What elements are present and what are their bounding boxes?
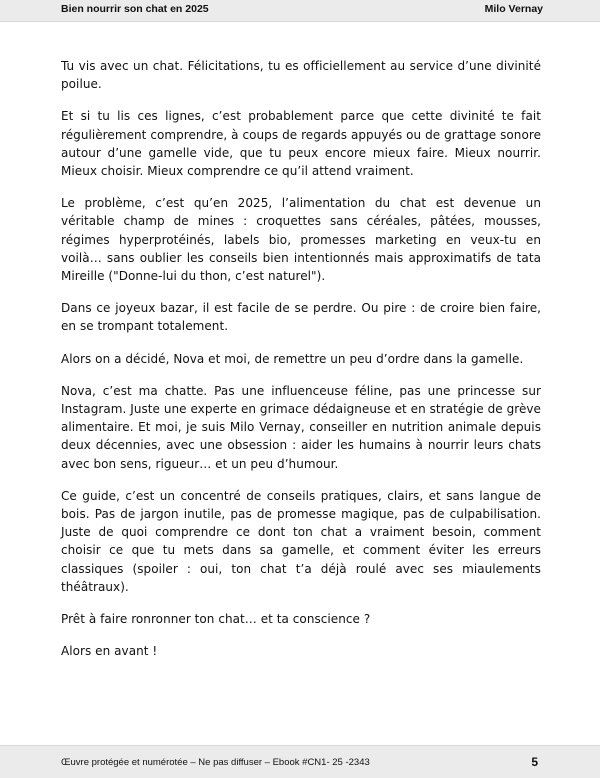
paragraph-2: Et si tu lis ces lignes, c’est probablement parce que cette divinité te fait régulièrement comprendre, à coups de regards appuyés ou de grattage sonore autour d’une gamelle vide, que tu peux encore mieux faire. Mieux nourrir. Mieux choisir. Mieux comprendre ce qu’il attend vraiment. [61,109,541,179]
paragraph-5: Alors on a décidé, Nova et moi, de remettre un peu d’ordre dans la gamelle. [61,351,524,366]
copyright-notice: Œuvre protégée et numérotée – Ne pas diffuser – Ebook #CN1- 25 -2343 [61,757,370,768]
paragraph-4: Dans ce joyeux bazar, il est facile de se perdre. Ou pire : de croire bien faire, en se trompant totalement. [61,301,541,334]
page-footer [0,745,600,778]
paragraph-6: Nova, c’est ma chatte. Pas une influenceuse féline, pas une princesse sur Instagram. Juste une experte en grimace dédaigneuse et en stratégie de grève alimentaire. Et moi, je suis Milo Vernay, conseiller en nutrition animale depuis deux décennies, avec une obsession : aider les humains à nourrir leurs chats avec bon sens, rigueur… et un peu d’humour. [61,383,541,471]
paragraph-7: Ce guide, c’est un concentré de conseils pratiques, clairs, et sans langue de bois. Pas de jargon inutile, pas de promesse magique, pas de culpabilisation. Juste de quoi comprendre ce dont ton chat a vraiment besoin, comment choisir ce que tu mets dans sa gamelle, et comment éviter les erreurs classiques (spoiler : oui, ton chat t’a déjà roulé avec ses miaulements théâtraux). [61,488,541,594]
book-title: Bien nourrir son chat en 2025 [61,3,209,15]
paragraph-3: Le problème, c’est qu’en 2025, l’alimentation du chat est devenue un véritable champ de mines : croquettes sans céréales, pâtées, mousses, régimes hyperprotéinés, labels bio, promesses marketing en veux-tu en voilà… sans oublier les conseils bien intentionnés mais approximatifs de tata Mireille ("Donne-lui du thon, c’est naturel"). [61,196,541,284]
paragraph-1: Tu vis avec un chat. Félicitations, tu es officiellement au service d’une divinité poilue. [61,59,541,92]
author-name: Milo Vernay [484,3,543,15]
paragraph-8: Prêt à faire ronronner ton chat… et ta conscience ? [61,612,371,627]
paragraph-9: Alors en avant ! [61,644,158,659]
body-text [61,57,541,674]
page-header [0,0,600,22]
page-number: 5 [531,755,538,769]
